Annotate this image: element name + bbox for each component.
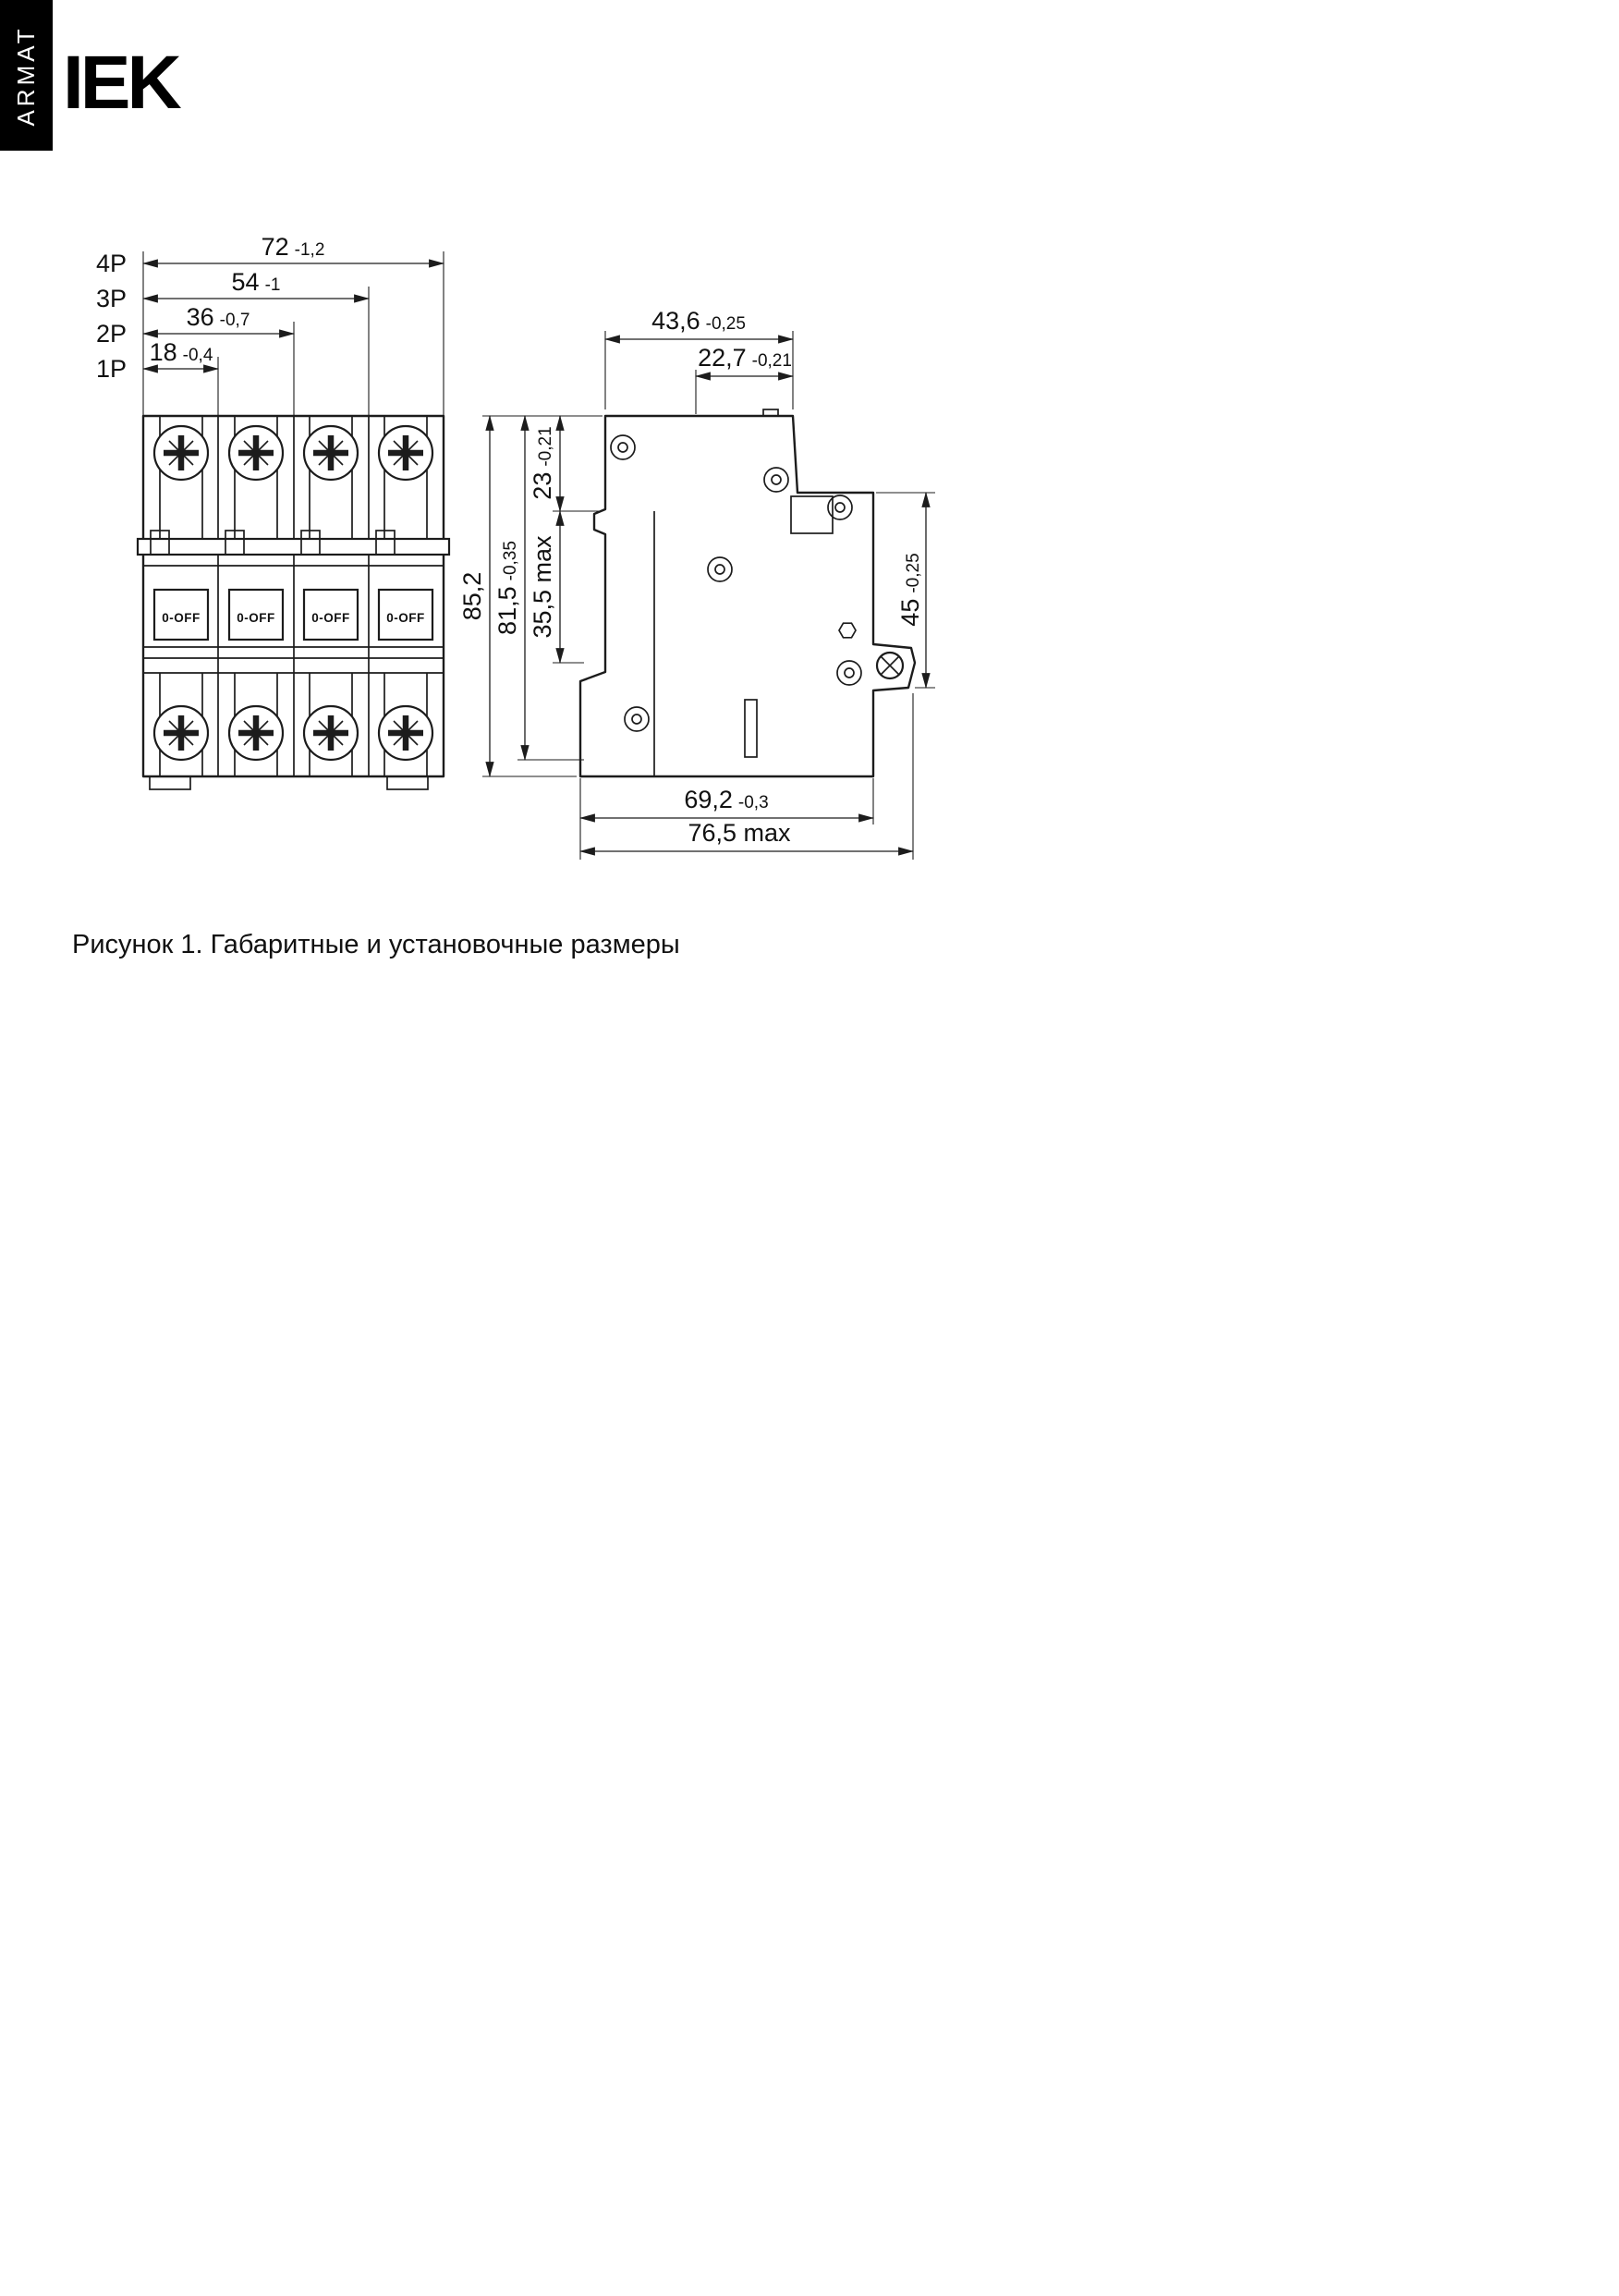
mounting-tab	[150, 776, 190, 789]
terminal-screw	[154, 426, 208, 480]
rivet	[708, 557, 732, 581]
dim-tolerance: -0,21	[536, 426, 555, 467]
dim-value: 72	[261, 233, 289, 261]
toggle-handle	[229, 590, 283, 640]
dim-tolerance: -0,4	[182, 346, 213, 365]
figure-caption: Рисунок 1. Габаритные и установочные размеры	[72, 930, 680, 959]
dim-total-height	[458, 572, 486, 621]
dim-value: 23	[529, 471, 556, 500]
din-clip-screw	[877, 653, 903, 678]
pole-label-3p: 3P	[96, 285, 128, 312]
dim-value: 22,7	[698, 344, 747, 372]
front-body	[138, 416, 449, 789]
dim-value: 45	[896, 598, 924, 627]
dim-value: 43,6	[651, 307, 700, 335]
dim-width-3p	[232, 268, 281, 296]
front-mid-band	[138, 539, 449, 555]
dim-top-depth	[651, 307, 746, 335]
pole-label-4p: 4P	[96, 250, 128, 277]
side-view	[458, 307, 935, 860]
dim-body-height	[493, 541, 521, 635]
dim-width-1p	[150, 338, 213, 366]
dim-value: 81,5	[493, 586, 521, 635]
dim-tolerance: -0,7	[219, 311, 250, 330]
pole-label-2p: 2P	[96, 320, 128, 348]
brand-vertical-label: ARMAT	[12, 25, 40, 127]
dim-value: 76,5 max	[688, 819, 791, 847]
rivet	[611, 435, 635, 459]
rivet	[625, 707, 649, 731]
pole-label-1p: 1P	[96, 355, 128, 383]
dim-tolerance: -1,2	[294, 240, 325, 260]
terminal-screw	[379, 706, 432, 760]
dim-tolerance: -0,21	[751, 351, 792, 371]
hex-nut	[839, 623, 856, 638]
iek-logo	[63, 41, 181, 125]
side-body	[580, 409, 915, 776]
dim-tolerance: -0,25	[705, 314, 746, 334]
rivet	[837, 661, 861, 685]
dim-value: 36	[186, 303, 214, 331]
dim-width-2p	[187, 303, 250, 331]
dim-value: 35,5 max	[529, 535, 556, 639]
toggle-label: 0-OFF	[162, 611, 201, 625]
dim-max-depth	[688, 819, 791, 847]
terminal-screw	[379, 426, 432, 480]
dim-upper-depth	[698, 344, 792, 372]
dim-width-4p	[262, 233, 325, 261]
terminal-screw	[304, 706, 358, 760]
toggle-label: 0-OFF	[237, 611, 275, 625]
dim-value: 54	[231, 268, 260, 296]
terminal-screw	[154, 706, 208, 760]
terminal-screw	[229, 706, 283, 760]
dim-bottom-depth	[684, 786, 768, 813]
dim-tolerance: -0,3	[737, 793, 769, 812]
dim-tolerance: -0,35	[501, 541, 520, 581]
terminal-screw	[304, 426, 358, 480]
dim-tolerance: -0,25	[904, 553, 923, 593]
toggle-handle	[154, 590, 208, 640]
toggle-handle	[304, 590, 358, 640]
mounting-tab	[387, 776, 428, 789]
toggle-label: 0-OFF	[311, 611, 350, 625]
toggle-handle	[379, 590, 432, 640]
front-width-dimensions	[96, 233, 444, 416]
rivet	[764, 468, 788, 492]
brand-sidebar	[0, 0, 53, 151]
dim-handle-depth	[529, 535, 556, 639]
side-slot	[745, 700, 757, 757]
toggle-label: 0-OFF	[386, 611, 425, 625]
dim-tolerance: -1	[264, 275, 281, 295]
front-view	[96, 233, 449, 789]
dim-value: 69,2	[684, 786, 733, 813]
dim-value: 18	[149, 338, 177, 366]
side-vent-window	[791, 496, 833, 533]
dim-value: 85,2	[458, 571, 486, 621]
side-body-outline	[580, 416, 915, 776]
dim-top-offset	[529, 426, 556, 499]
iek-logo-text: IEK	[63, 41, 178, 125]
rivet	[828, 495, 852, 519]
dim-front-height	[896, 553, 924, 626]
terminal-screw	[229, 426, 283, 480]
